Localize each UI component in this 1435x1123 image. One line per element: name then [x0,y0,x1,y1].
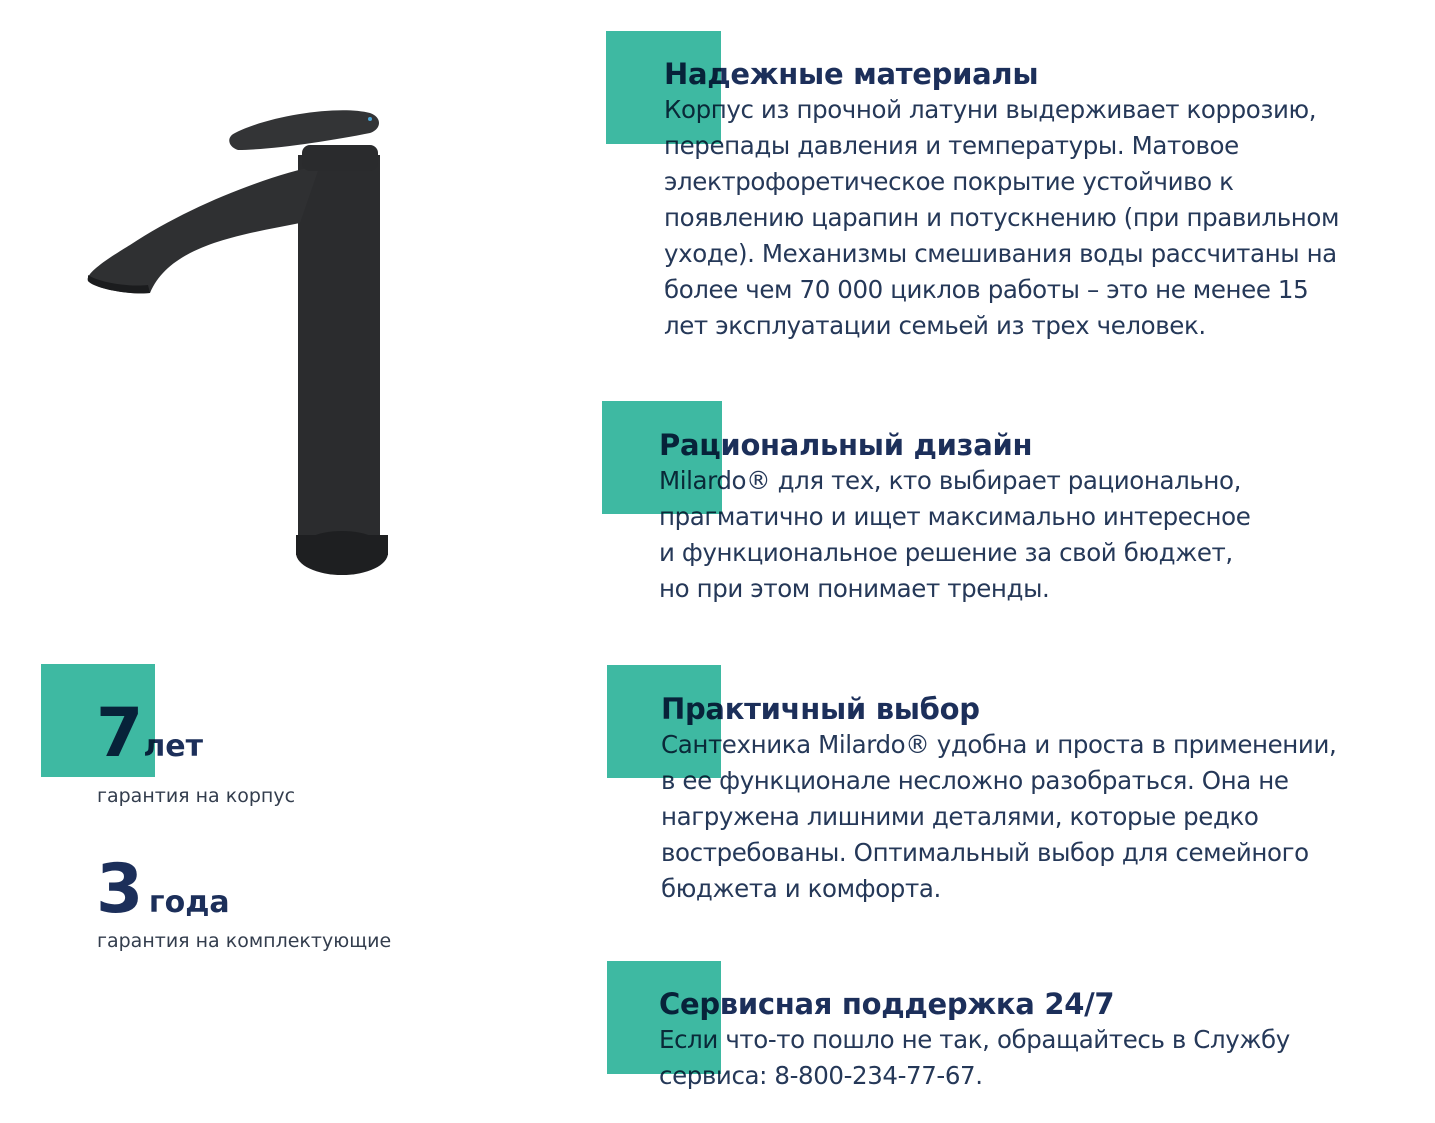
feature-service [659,986,1290,1094]
feature-title: Сервисная поддержка 24/7 [659,987,1115,1021]
warranty-years: 3 [96,850,144,929]
feature-practical [661,691,1336,907]
warranty-years: 7 [96,694,144,773]
feature-text-line: более чем 70 000 циклов работы – это не менее 15 [664,275,1309,304]
warranty-parts [96,850,230,929]
warranty-caption: гарантия на корпус [97,785,296,807]
warranty-unit: лет [143,729,204,764]
feature-text-line: востребованы. Оптимальный выбор для семейного [661,838,1309,867]
feature-text-line: Корпус из прочной латуни выдерживает коррозию, [664,95,1317,124]
feature-title: Надежные материалы [664,57,1039,91]
warranty-unit: года [148,885,230,920]
feature-text-line: прагматично и ищет максимально интересное [659,502,1251,531]
feature-text-line: но при этом понимает тренды. [659,574,1050,603]
feature-materials [664,56,1339,344]
feature-title: Практичный выбор [661,692,980,726]
warranty-caption: гарантия на комплектующие [97,930,392,952]
feature-text-line: Сантехника Milardo® удобна и проста в применении, [661,730,1337,759]
feature-text-line: в ее функционале несложно разобраться. Она не [661,766,1289,795]
feature-text-line: сервиса: 8-800-234-77-67. [659,1061,983,1090]
feature-text-line: лет эксплуатации семьей из трех человек. [664,311,1206,340]
feature-text-line: нагружена лишними деталями, которые редко [661,802,1259,831]
feature-text-line: Если что-то пошло не так, обращайтесь в Службу [659,1025,1290,1054]
feature-text-line: перепады давления и температуры. Матовое [664,131,1239,160]
feature-text-line: уходе). Механизмы смешивания воды рассчитаны на [664,239,1337,268]
feature-title: Рациональный дизайн [659,428,1033,462]
feature-text-line: Milardo® для тех, кто выбирает рационально, [659,466,1242,495]
feature-text-line: бюджета и комфорта. [661,874,941,903]
feature-text-line: появлению царапин и потускнению (при правильном [664,203,1340,232]
feature-text-line: и функциональное решение за свой бюджет, [659,538,1233,567]
feature-design [659,427,1250,607]
warranty-body [96,694,204,773]
feature-text-line: электрофоретическое покрытие устойчиво к [664,167,1234,196]
faucet-image [70,95,410,585]
